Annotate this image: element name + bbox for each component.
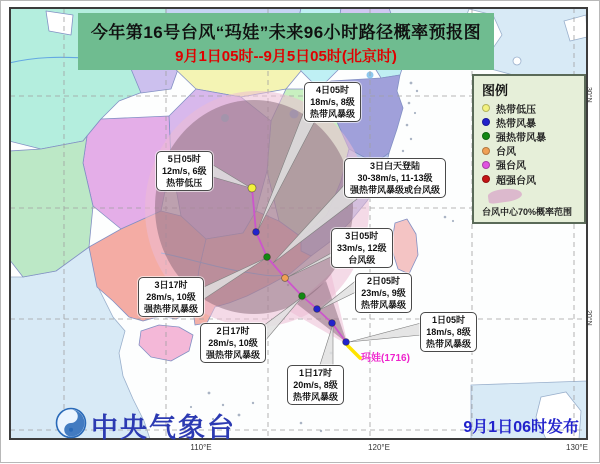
severe-tropical-storm-dot-icon — [482, 132, 490, 140]
tropical-storm-dot-icon — [482, 118, 490, 126]
track-point-3日05时 — [282, 275, 289, 282]
typhoon-forecast-map — [1, 1, 600, 464]
track-point-2日05时 — [314, 306, 321, 313]
track-point-3日17时 — [264, 254, 271, 261]
legend-item-sty: 强台风 — [482, 158, 578, 172]
lon-label-120e: 120°E — [368, 443, 390, 452]
track-point-1日05时 — [343, 339, 350, 346]
track-point-1日17时 — [329, 320, 336, 327]
typhoon-dot-icon — [482, 147, 490, 155]
legend-box — [472, 74, 586, 224]
landfall-note: 3日白天登陆 30-38m/s, 11-13级 强热带风暴级或台风级 — [344, 158, 446, 198]
super-typhoon-dot-icon — [482, 175, 490, 183]
forecast-label-1d17: 1日17时 20m/s, 8级 热带风暴级 — [287, 365, 344, 405]
legend-title: 图例 — [482, 83, 509, 98]
forecast-label-3d17: 3日17时 28m/s, 10级 强热带风暴级 — [138, 277, 204, 317]
forecast-label-2d17: 2日17时 28m/s, 10级 强热带风暴级 — [200, 323, 266, 363]
lon-label-130e: 130°E — [566, 443, 588, 452]
forecast-label-4d05: 4日05时 18m/s, 8级 热带风暴级 — [304, 82, 361, 122]
cone-legend-label: 台风中心70%概率范围 — [482, 207, 573, 218]
title-banner — [78, 13, 494, 70]
agency-name: 中央气象台 — [91, 413, 236, 443]
legend-item-td: 热带低压 — [482, 101, 578, 115]
legend-item-superty: 超强台风 — [482, 172, 578, 186]
forecast-label-1d05: 1日05时 18m/s, 8级 热带风暴级 — [420, 312, 477, 352]
legend-item-sts: 强热带风暴 — [482, 129, 578, 143]
map-title: 今年第16号台风“玛娃”未来96小时路径概率预报图 — [90, 22, 482, 42]
lat-label-30n: 30°N — [585, 87, 592, 103]
lat-label-20n: 20°N — [585, 310, 592, 326]
typhoon-name-label: 玛娃(1716) — [361, 353, 410, 364]
forecast-label-3d05: 3日05时 33m/s, 12级 台风级 — [331, 228, 393, 268]
forecast-label-5d05: 5日05时 12m/s, 6级 热带低压 — [156, 151, 213, 191]
track-point-2日17时 — [299, 293, 306, 300]
track-point-5日05时 — [248, 184, 256, 192]
legend-item-ts: 热带风暴 — [482, 115, 578, 129]
severe-typhoon-dot-icon — [482, 161, 490, 169]
legend-item-ty: 台风 — [482, 144, 578, 158]
release-time: 9月1日06时发布 — [463, 419, 579, 436]
lon-label-110e: 110°E — [190, 443, 212, 452]
cma-logo-icon — [53, 405, 89, 441]
tropical-depression-dot-icon — [482, 104, 490, 112]
map-subtitle: 9月1日05时--9月5日05时(北京时) — [175, 47, 397, 65]
forecast-label-2d05: 2日05时 23m/s, 9级 热带风暴级 — [355, 273, 412, 313]
track-point-4日05时 — [253, 229, 260, 236]
probability-cone-icon — [487, 187, 522, 205]
